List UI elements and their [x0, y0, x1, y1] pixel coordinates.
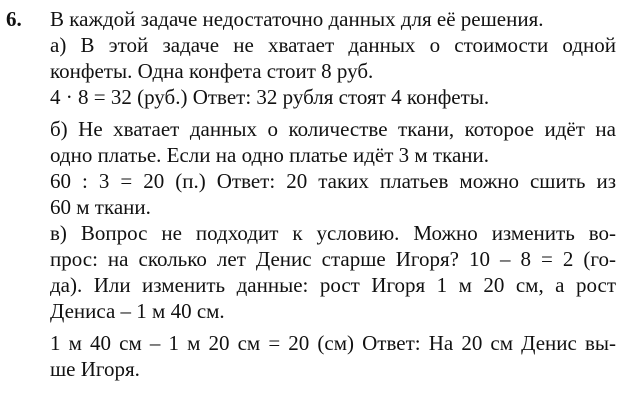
part-c-line-3: да). Или изменить данные: рост Игоря 1 м 20 см, а рост: [50, 273, 616, 297]
problem-number: 6.: [6, 7, 22, 31]
part-c-line-1: в) Вопрос не подходит к условию. Можно изменить во-: [50, 221, 616, 245]
part-b-line-4: 60 м ткани.: [50, 195, 151, 219]
part-b-line-2: одно платье. Если на одно платье идёт 3 м ткани.: [50, 143, 490, 167]
part-a-line-1: а) В этой задаче не хватает данных о стоимости одной: [50, 33, 616, 57]
part-a: [50, 32, 616, 110]
problem-content: [50, 6, 616, 382]
part-c-line-4: Дениса – 1 м 40 см.: [50, 299, 225, 323]
part-a-line-2: конфеты. Одна конфета стоит 8 руб.: [50, 59, 374, 83]
part-a-line-3: 4 · 8 = 32 (руб.) Ответ: 32 рубля стоят 4 конфеты.: [50, 85, 490, 109]
part-c: [50, 220, 616, 382]
part-b-line-1: б) Не хватает данных о количестве ткани, которое идёт на: [50, 117, 616, 141]
part-b: [50, 116, 616, 220]
part-c-line-6: ше Игоря.: [50, 357, 140, 381]
part-c-line-5: 1 м 40 см – 1 м 20 см = 20 (см) Ответ: На 20 см Денис вы-: [50, 331, 616, 355]
problem-title: В каждой задаче недостаточно данных для её решения.: [50, 7, 544, 31]
part-b-line-3: 60 : 3 = 20 (п.) Ответ: 20 таких платьев можно сшить из: [50, 169, 616, 193]
part-c-line-2: прос: на сколько лет Денис старше Игоря? 10 – 8 = 2 (го-: [50, 247, 616, 271]
